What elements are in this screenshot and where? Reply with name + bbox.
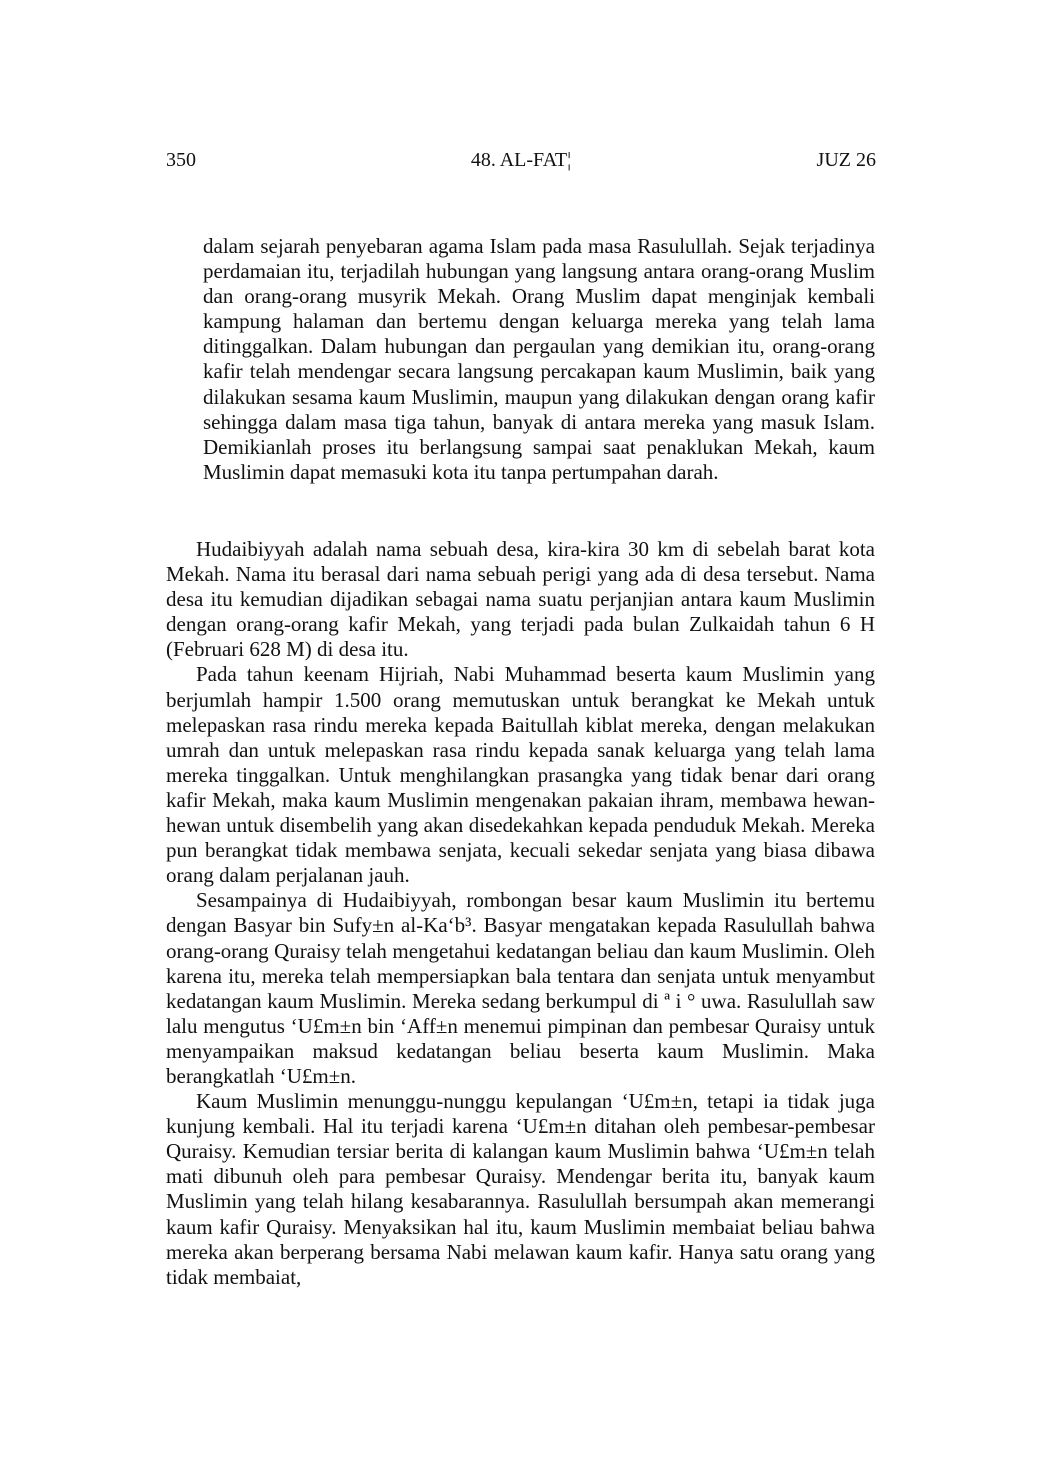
quote-block: dalam sejarah penyebaran agama Islam pada masa Rasulullah. Sejak terjadinya perdamaian itu, terjadilah hubungan yang langsung antara orang-orang Muslim dan orang-orang musyrik Mekah. Orang Muslim dapat menginjak kembali kampung halaman dan bertemu dengan keluarga mereka yang telah lama ditinggalkan. Dalam hubungan dan pergaulan yang demikian itu, orang-orang kafir telah mendengar secara langsung percakapan kaum Muslimin, baik yang dilakukan sesama kaum Muslimin, maupun yang dilakukan dengan orang kafir sehingga dalam masa tiga tahun, banyak di antara mereka yang masuk Islam. Demikianlah proses itu berlangsung sampai saat penaklukan Mekah, kaum Muslimin dapat memasuki kota itu tanpa pertumpahan darah. (203, 234, 875, 484)
page-number: 350 (166, 149, 196, 171)
paragraph: Kaum Muslimin menunggu-nunggu kepulangan ‘U£m±n, tetapi ia tidak juga kunjung kembali. Hal itu terjadi karena ‘U£m±n ditahan oleh pembesar-pembesar Quraisy. Kemudian tersiar berita di kalangan kaum Muslimin bahwa ‘U£m±n telah mati dibunuh oleh para pembesar Quraisy. Mendengar berita itu, banyak kaum Muslimin yang telah hilang kesabarannya. Rasulullah bersumpah akan memerangi kaum kafir Quraisy. Menyaksikan hal itu, kaum Muslimin membaiat beliau bahwa mereka akan berperang bersama Nabi melawan kaum kafir. Hanya satu orang yang tidak membaiat, (166, 1089, 875, 1289)
page-header (166, 146, 876, 174)
paragraph: Sesampainya di Hudaibiyyah, rombongan besar kaum Muslimin itu bertemu dengan Basyar bin Sufy±n al-Ka‘b³. Basyar mengatakan kepada Rasulullah bahwa orang-orang Quraisy telah mengetahui kedatangan beliau dan kaum Muslimin. Oleh karena itu, mereka telah mempersiapkan bala tentara dan senjata untuk menyambut kedatangan kaum Muslimin. Mereka sedang berkumpul di ª i ° uwa. Rasulullah saw lalu mengutus ‘U£m±n bin ‘Aff±n menemui pimpinan dan pembesar Quraisy untuk menyampaikan maksud kedatangan beliau beserta kaum Muslimin. Maka berangkatlah ‘U£m±n. (166, 888, 875, 1088)
juz-label: JUZ 26 (816, 149, 876, 171)
chapter-title: 48. AL-FAT¦ (470, 149, 572, 171)
paragraph: Hudaibiyyah adalah nama sebuah desa, kira-kira 30 km di sebelah barat kota Mekah. Nama itu berasal dari nama sebuah perigi yang ada di desa tersebut. Nama desa itu kemudian dijadikan sebagai nama suatu perjanjian antara kaum Muslimin dengan orang-orang kafir Mekah, yang terjadi pada bulan Zulkaidah tahun 6 H (Februari 628 M) di desa itu. (166, 537, 875, 662)
paragraph: Pada tahun keenam Hijriah, Nabi Muhammad beserta kaum Muslimin yang berjumlah hampir 1.500 orang memutuskan untuk berangkat ke Mekah untuk melepaskan rasa rindu mereka kepada Baitullah kiblat mereka, dengan melakukan umrah dan untuk melepaskan rasa rindu kepada sanak keluarga yang telah lama mereka tinggalkan. Untuk menghilangkan prasangka yang tidak benar dari orang kafir Mekah, maka kaum Muslimin mengenakan pakaian ihram, membawa hewan-hewan untuk disembelih yang akan disedekahkan kepada penduduk Mekah. Mereka pun berangkat tidak membawa senjata, kecuali sekedar senjata yang biasa dibawa orang dalam perjalanan jauh. (166, 662, 875, 888)
body-text (166, 537, 875, 1290)
